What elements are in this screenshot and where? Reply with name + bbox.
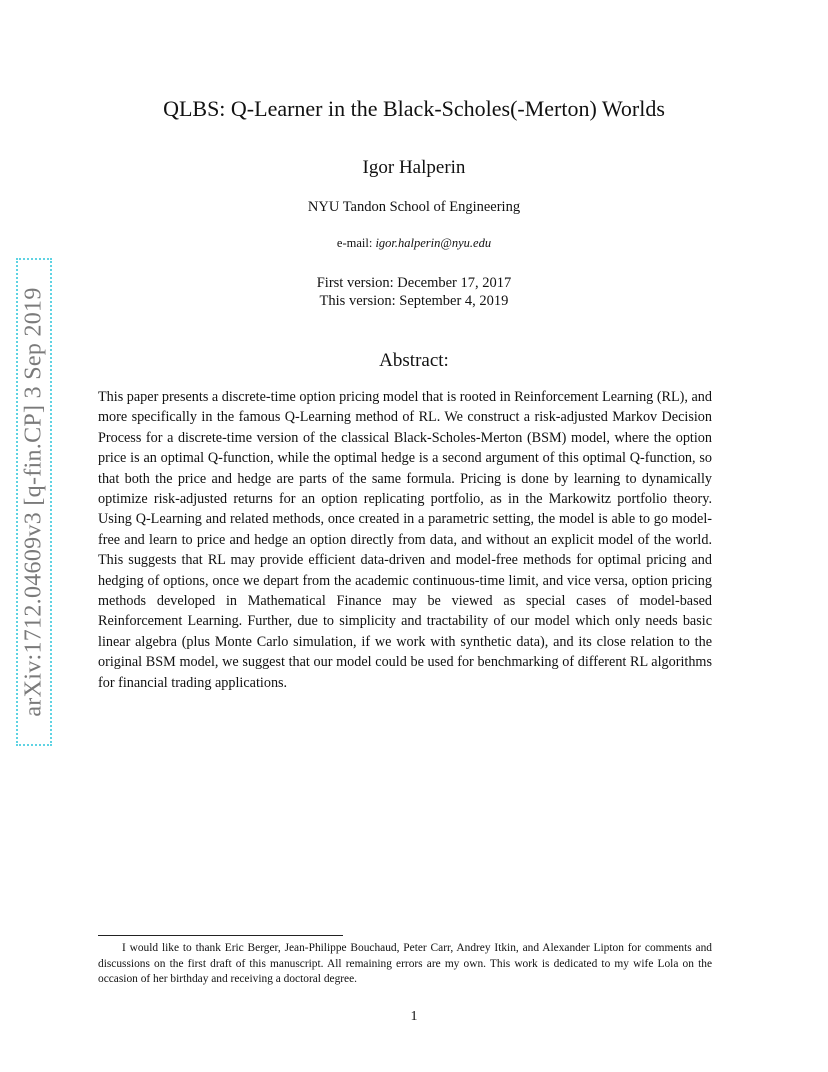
first-version-date: First version: December 17, 2017	[316, 275, 512, 291]
page-number: 1	[410, 1009, 418, 1024]
email-label: e-mail:	[336, 236, 373, 250]
author-email-line	[0, 236, 828, 251]
this-version-date: This version: September 4, 2019	[319, 293, 509, 309]
author-affiliation: NYU Tandon School of Engineering	[307, 199, 521, 215]
author-name: Igor Halperin	[362, 157, 466, 178]
email-address: igor.halperin@nyu.edu	[375, 236, 492, 250]
paper-title: QLBS: Q-Learner in the Black-Scholes(-Merton) Worlds	[163, 96, 665, 121]
abstract-text: This paper presents a discrete-time option pricing model that is rooted in Reinforcement Learning (RL), and more specifically in the famous Q-Learning method of RL. We construct a risk-adjusted Markov Decision Process for a discrete-time version of the classical Black-Scholes-Merton (BSM) model, where the option price is an optimal Q-function, while the optimal hedge is a second argument of this optimal Q-function, so that both the price and hedge are parts of the same formula. Pricing is done by learning to dynamically optimize risk-adjusted returns for an option replicating portfolio, as in the Markowitz portfolio theory. Using Q-Learning and related methods, once created in a parametric setting, the model is able to go model-free and learn to price and hedge an option directly from data, and without an explicit model of the world. This suggests that RL may provide efficient data-driven and model-free methods for optimal pricing and hedging of options, once we depart from the academic continuous-time limit, and vice versa, option pricing methods developed in Mathematical Finance may be viewed as special cases of model-based Reinforcement Learning. Further, due to simplicity and tractability of our model which only needs basic linear algebra (plus Monte Carlo simulation, if we work with synthetic data), and its close relation to the original BSM model, we suggest that our model could be used for benchmarking of different RL algorithms for financial trading applications.	[98, 389, 712, 691]
arxiv-identifier-text: arXiv:1712.04609v3 [q-fin.CP] 3 Sep 2019	[20, 287, 47, 717]
footnote-text: I would like to thank Eric Berger, Jean-Philippe Bouchaud, Peter Carr, Andrey Itkin, and Alexander Lipton for comments and discussions on the first draft of this manuscript. All remaining errors are my own. This work is dedicated to my wife Lola on the occasion of her birthday and receiving a doctoral degree.	[98, 942, 712, 986]
abstract-heading: Abstract:	[379, 350, 449, 371]
footnote-divider	[98, 935, 343, 936]
arxiv-identifier-stamp	[16, 258, 52, 746]
